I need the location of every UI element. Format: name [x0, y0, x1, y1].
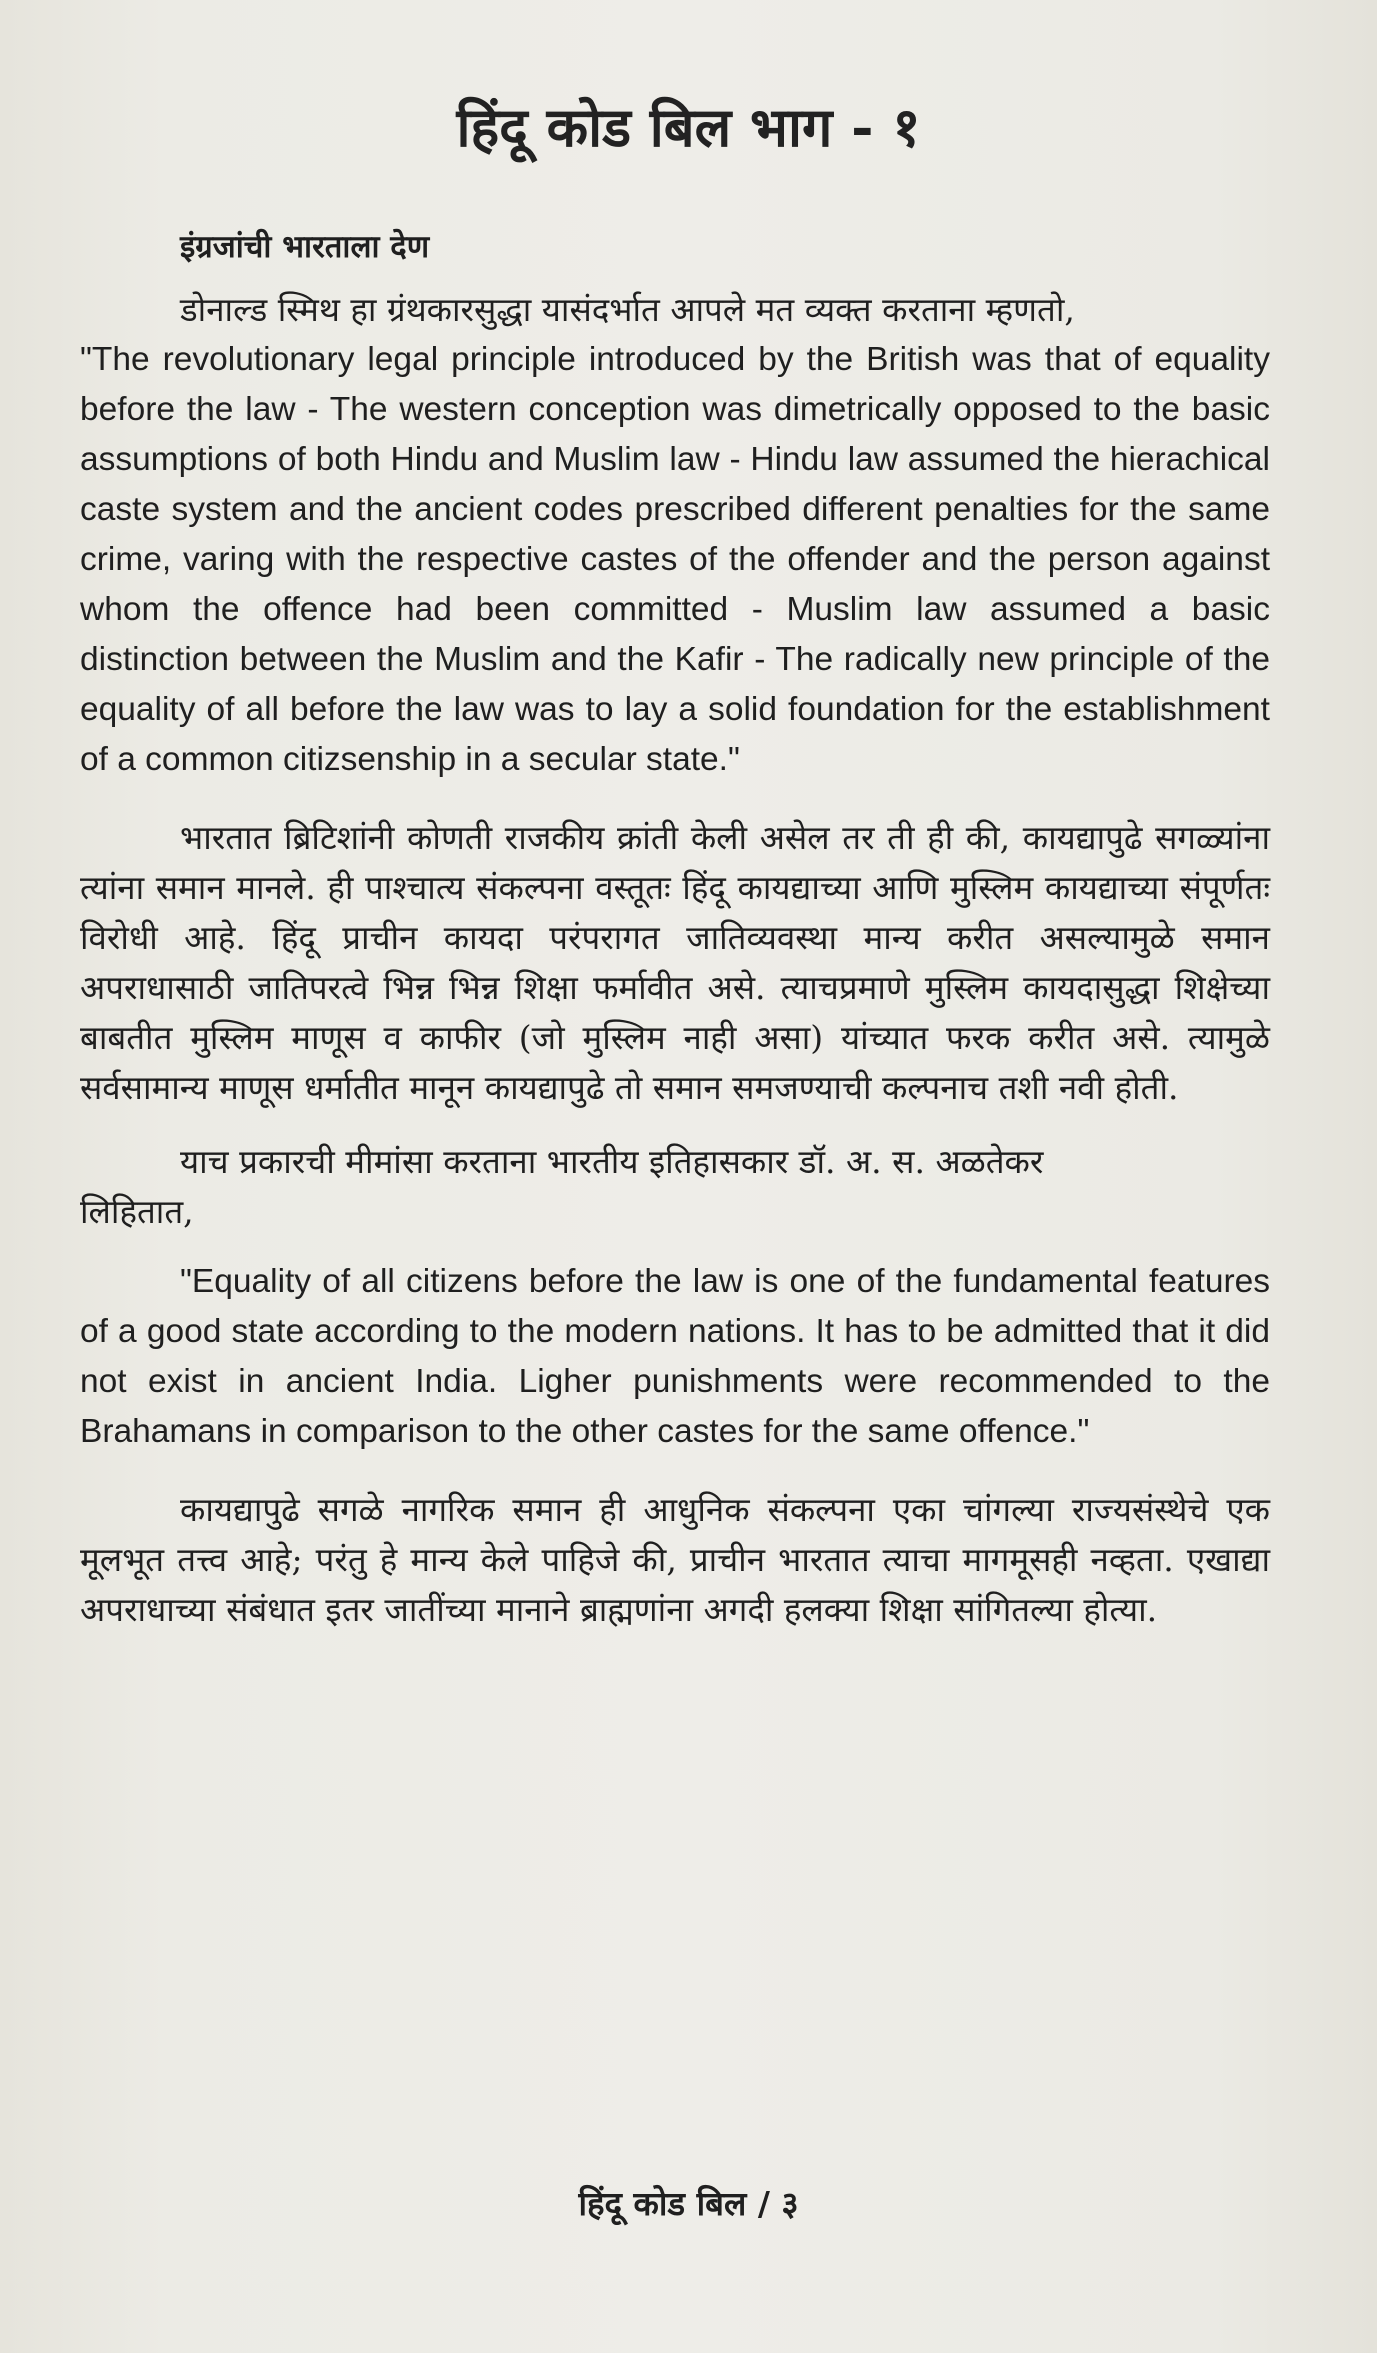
page-footer: हिंदू कोड बिल / ३: [578, 2184, 799, 2223]
quote-smith: "The revolutionary legal principle introduced by the British was that of equality before the law - The western conception was dimetrically opposed to the basic assumptions of both Hindu and Muslim law - Hindu law assumed the hierachical caste system and the ancient codes prescribed different penalties for the same crime, varing with the respective castes of the offender and the person against whom the offence had been committed - Muslim law assumed a basic distinction between the Muslim and the Kafir - The radically new principle of the equality of all before the law was to lay a solid foundation for the establishment of a common citizsenship in a secular state.": [80, 341, 1270, 778]
paragraph-altekar-intro: याच प्रकारची मीमांसा करताना भारतीय इतिहासकार डॉ. अ. स. अळतेकर: [180, 1142, 1044, 1181]
paragraph-conclusion: कायद्यापुढे सगळे नागरिक समान ही आधुनिक संकल्पना एका चांगल्या राज्यसंस्थेचे एक मूलभूत तत्त्व आहे; परंतु हे मान्य केले पाहिजे की, प्राचीन भारतात त्याचा मागमूसही नव्हता. एखाद्या अपराधाच्या संबंधात इतर जातींच्या मानाने ब्राह्मणांना अगदी हलक्या शिक्षा सांगितल्या होत्या.: [80, 1490, 1270, 1629]
paragraph-intro: डोनाल्ड स्मिथ हा ग्रंथकारसुद्धा यासंदर्भात आपले मत व्यक्त करताना म्हणतो,: [180, 290, 1075, 329]
page-title: हिंदू कोड बिल भाग - १: [456, 95, 921, 159]
page-body: [80, 225, 1270, 1659]
paragraph-altekar-intro-cont: लिहितात,: [80, 1192, 194, 1231]
paragraph-british-revolution: भारतात ब्रिटिशांनी कोणती राजकीय क्रांती केली असेल तर ती ही की, कायद्यापुढे सगळ्यांना त्यांना समान मानले. ही पाश्चात्य संकल्पना वस्तूतः हिंदू कायद्याच्या आणि मुस्लिम कायद्याच्या संपूर्णतः विरोधी आहे. हिंदू प्राचीन कायदा परंपरागत जातिव्यवस्था मान्य करीत असल्यामुळे समान अपराधासाठी जातिपरत्वे भिन्न भिन्न शिक्षा फर्मावीत असे. त्याचप्रमाणे मुस्लिम कायदासुद्धा शिक्षेच्या बाबतीत मुस्लिम माणूस व काफीर (जो मुस्लिम नाही असा) यांच्यात फरक करीत असे. त्यामुळे सर्वसामान्य माणूस धर्मातीत मानून कायद्यापुढे तो समान समजण्याची कल्पनाच तशी नवी होती.: [80, 818, 1270, 1107]
quote-altekar: "Equality of all citizens before the law is one of the fundamental features of a good state according to the modern nations. It has to be admitted that it did not exist in ancient India. Ligher punishments were recommended to the Brahamans in comparison to the other castes for the same offence.": [80, 1263, 1270, 1450]
section-heading: इंग्रजांची भारताला देण: [180, 229, 430, 265]
